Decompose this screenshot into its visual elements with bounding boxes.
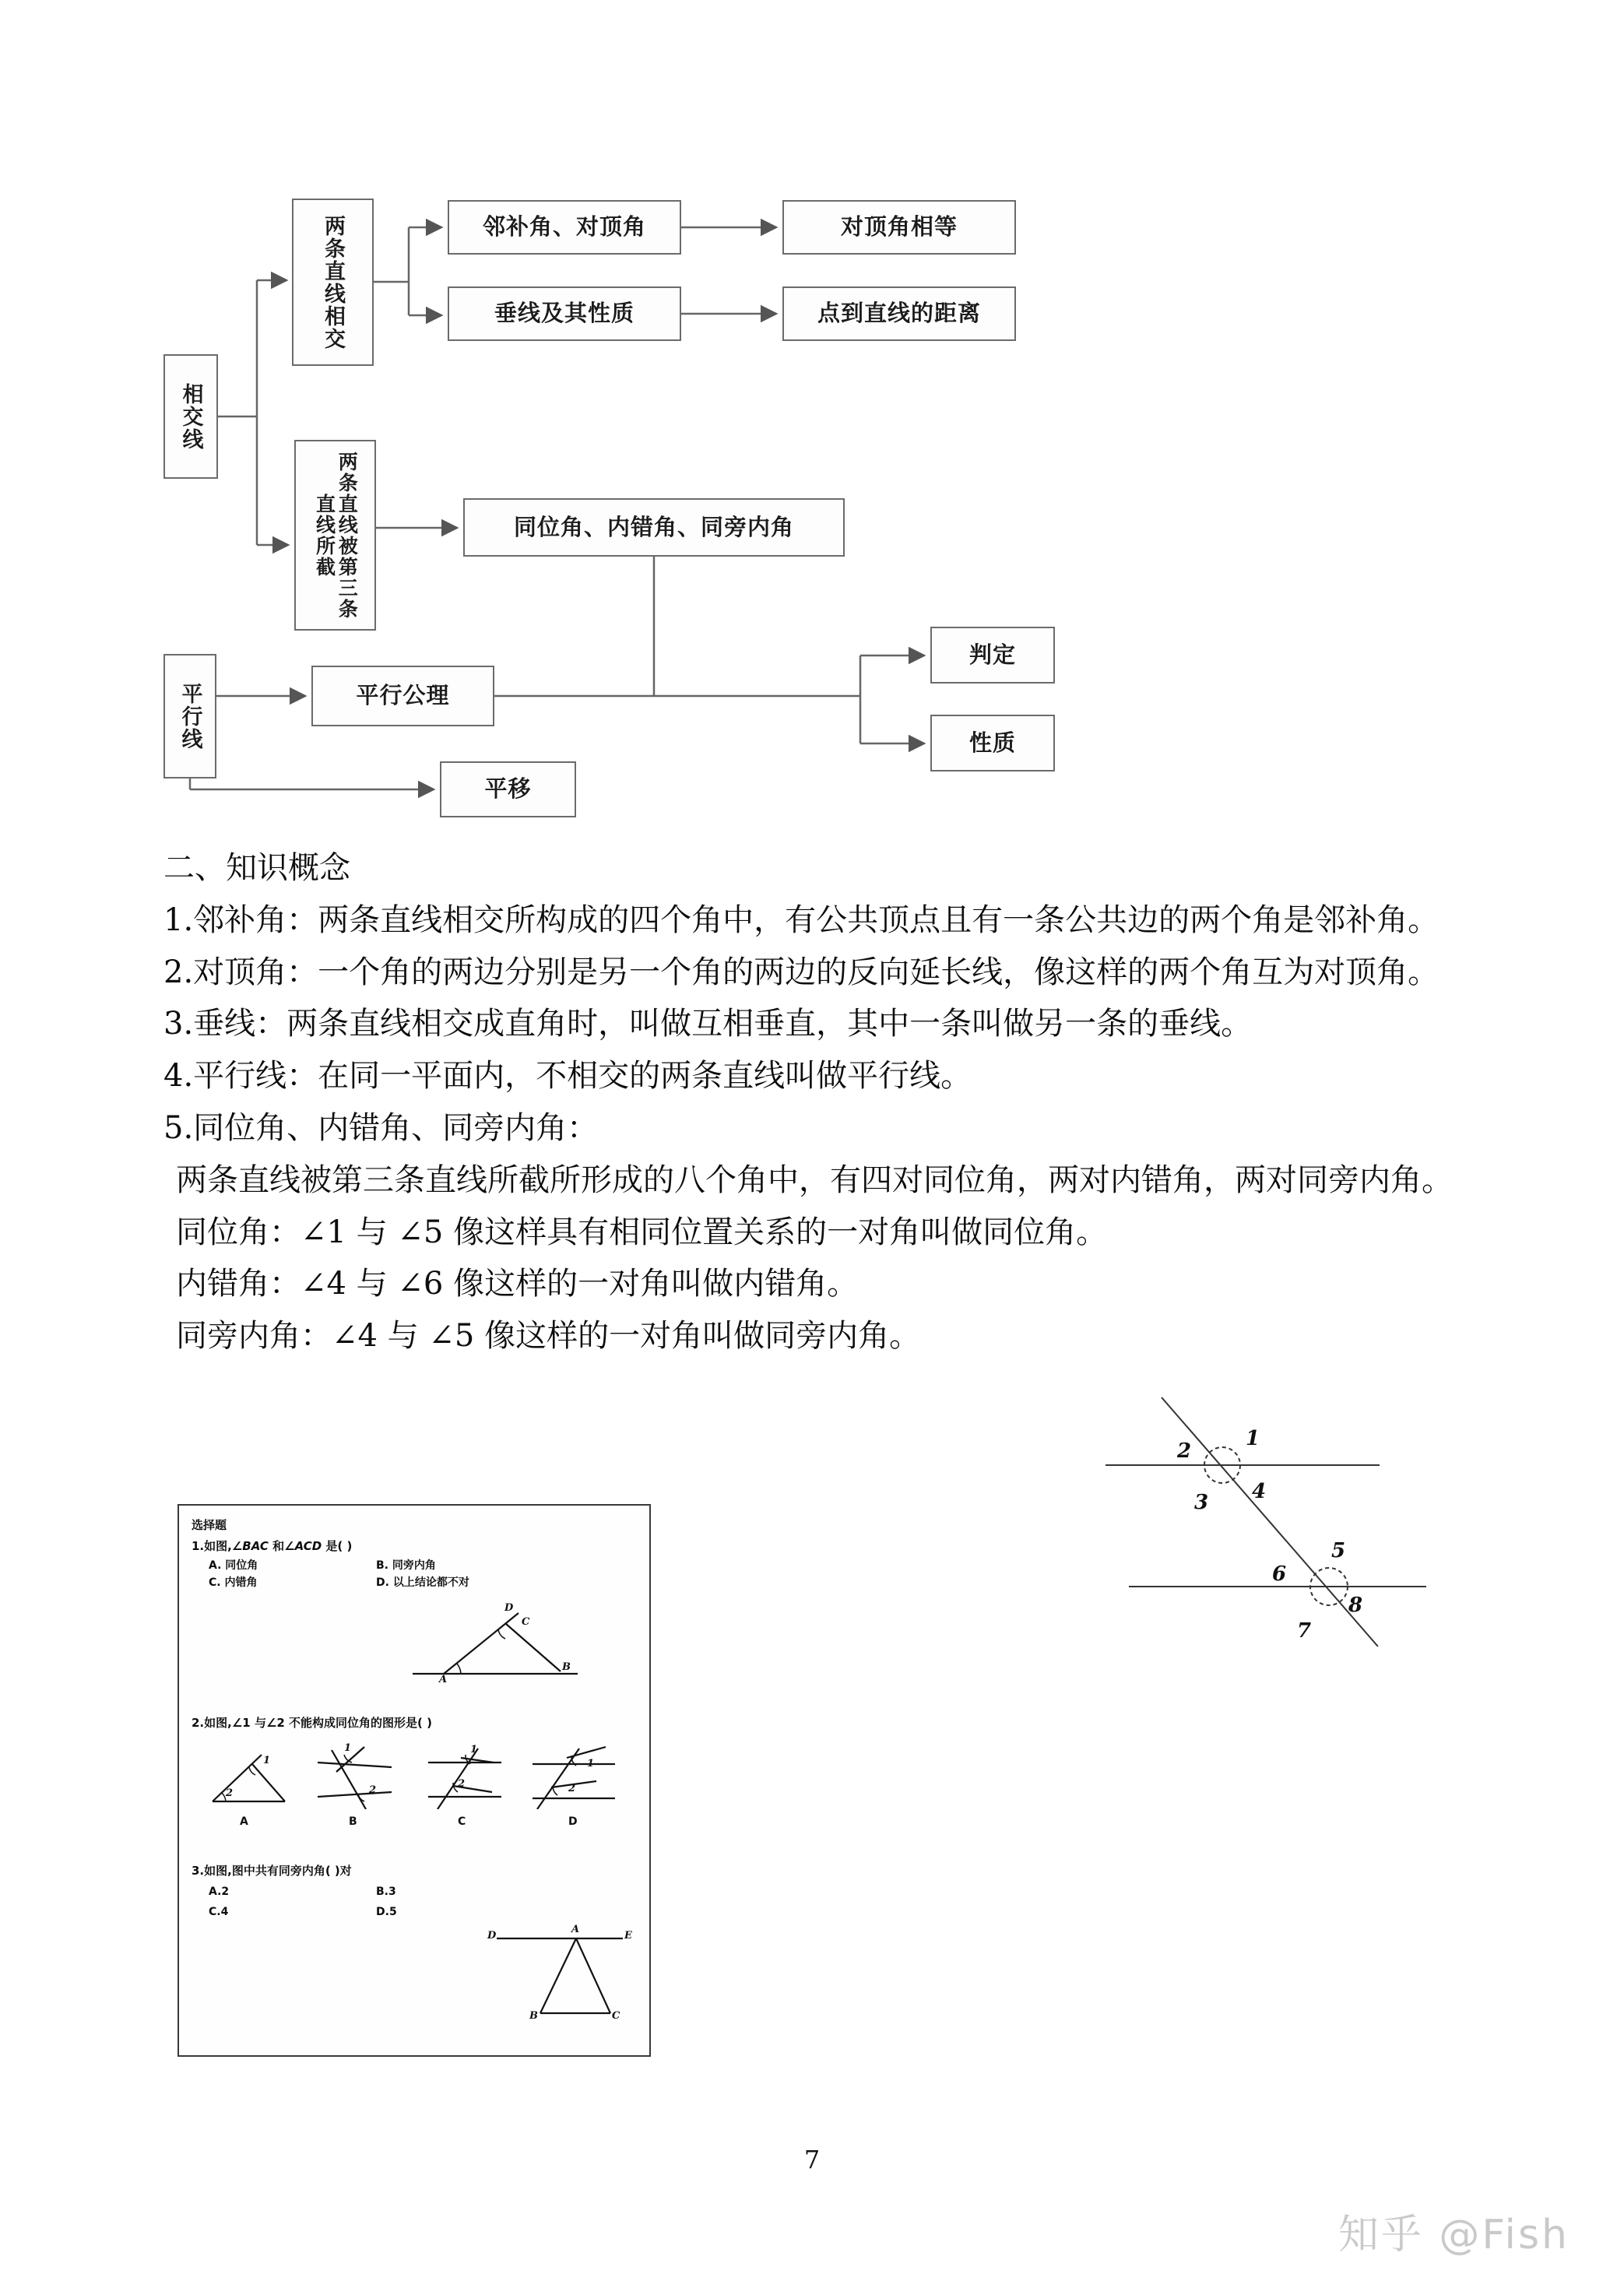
- question-1-options-row1: [209, 1558, 637, 1575]
- q2c-angle-2: 2: [458, 1778, 466, 1790]
- q2c-angle-1: 1: [470, 1744, 478, 1756]
- question-2-figure-d[interactable]: [531, 1745, 624, 1809]
- q2b-angle-2: 2: [369, 1784, 377, 1796]
- angle-label-7: 7: [1297, 1619, 1312, 1643]
- definition-alternate-interior-angles: 内错角：∠4 与 ∠6 像这样的一对角叫做内错角。: [176, 1266, 859, 1302]
- question-2-figure-c[interactable]: [427, 1745, 516, 1809]
- question-3-figure: [489, 1926, 637, 2027]
- q1-ital-acd: ACD: [294, 1539, 322, 1553]
- q2-choice-letter-a: A: [240, 1815, 248, 1828]
- flow-node-parallel-axiom: 平行公理: [311, 666, 494, 726]
- transversal-angle-diagram: [1106, 1382, 1440, 1647]
- question-1-figure: [413, 1602, 599, 1687]
- q1-label-A: A: [439, 1674, 448, 1685]
- q3-option-c[interactable]: C.4: [209, 1906, 229, 1918]
- flow-node-adjacent-supplementary-vertical: 邻补角、对顶角: [448, 200, 681, 255]
- angle-label-2: 2: [1177, 1439, 1192, 1463]
- flow-node-translation: 平移: [440, 761, 576, 817]
- concept-item-4: 4.平行线：在同一平面内，不相交的两条直线叫做平行线。: [163, 1058, 972, 1095]
- q3-number: 3.: [192, 1864, 205, 1878]
- q2-choice-letter-d: D: [568, 1815, 578, 1828]
- angle-label-6: 6: [1272, 1562, 1287, 1586]
- q3-label-D: D: [487, 1930, 497, 1942]
- flow-node-property: 性质: [930, 715, 1055, 771]
- question-3-options-row2: [209, 1904, 397, 1921]
- exercise-panel: [178, 1504, 651, 2057]
- q2-choice-letter-b: B: [349, 1815, 357, 1828]
- question-3-options-row1: [209, 1884, 396, 1901]
- question-2-stem: [192, 1714, 432, 1731]
- q3-label-C: C: [612, 2010, 620, 2022]
- q3-option-a[interactable]: A.2: [209, 1886, 230, 1898]
- question-3-stem: [192, 1862, 352, 1879]
- q1-option-b[interactable]: B. 同旁内角: [376, 1559, 436, 1572]
- angle-label-3: 3: [1194, 1491, 1209, 1514]
- knowledge-flowchart: [156, 156, 1323, 841]
- definition-cointerior-angles: 同旁内角：∠4 与 ∠5 像这样的一对角叫做同旁内角。: [176, 1318, 921, 1355]
- q2-choice-letter-c: C: [458, 1815, 466, 1828]
- question-2-figure-a[interactable]: [209, 1748, 294, 1809]
- page-number: 7: [803, 2145, 821, 2174]
- q3-text: 如图,图中共有同旁内角( )对: [204, 1864, 352, 1878]
- flow-node-determination: 判定: [930, 627, 1055, 684]
- transversal-angle-figure: [1106, 1382, 1440, 1647]
- q3-option-d[interactable]: D.5: [376, 1906, 397, 1918]
- q1-option-a[interactable]: A. 同位角: [209, 1559, 258, 1572]
- q1-ital-bac: BAC: [242, 1539, 269, 1553]
- concept-item-1: 1.邻补角：两条直线相交所构成的四个角中，有公共顶点且有一条公共边的两个角是邻补角。: [163, 901, 1439, 938]
- q2-text: 如图,∠1 与∠2 不能构成同位角的图形是( ): [204, 1716, 432, 1730]
- knowledge-concepts-text: [163, 845, 1487, 1365]
- q2d-angle-1: 1: [587, 1758, 595, 1770]
- q3-option-b[interactable]: B.3: [376, 1886, 396, 1898]
- q1-option-d[interactable]: D. 以上结论都不对: [376, 1576, 469, 1589]
- q3-label-A: A: [571, 1924, 580, 1935]
- q2-number: 2.: [192, 1716, 205, 1730]
- q1-number: 1.: [192, 1539, 205, 1553]
- watermark: 知乎 @Fish: [1338, 2212, 1570, 2258]
- q1-post: 是( ): [322, 1539, 353, 1553]
- q2b-angle-1: 1: [344, 1742, 352, 1754]
- q1-pre: 如图,∠: [204, 1539, 243, 1553]
- q2d-angle-2: 2: [568, 1783, 576, 1794]
- q1-label-D: D: [504, 1602, 514, 1614]
- q1-mid: 和∠: [268, 1539, 295, 1553]
- concept-item-5-body: 两条直线被第三条直线所截所形成的八个角中，有四对同位角，两对内错角，两对同旁内角。: [176, 1162, 1453, 1198]
- angle-label-4: 4: [1252, 1480, 1267, 1503]
- q3-label-B: B: [529, 2010, 538, 2022]
- definition-corresponding-angles: 同位角：∠1 与 ∠5 像这样具有相同位置关系的一对角叫做同位角。: [176, 1214, 1108, 1250]
- q1-option-c[interactable]: C. 内错角: [209, 1576, 258, 1589]
- flow-node-intersecting-lines: 相交线: [163, 354, 218, 479]
- question-1-options-row2: [209, 1575, 637, 1592]
- concept-item-5: 5.同位角、内错角、同旁内角：: [163, 1109, 599, 1146]
- concept-item-3: 3.垂线：两条直线相交成直角时，叫做互相垂直，其中一条叫做另一条的垂线。: [163, 1006, 1253, 1042]
- q1-label-B: B: [562, 1661, 571, 1673]
- flow-node-two-lines-cut-by-third: 两条直线被第三条直线所截: [294, 440, 376, 631]
- q2a-angle-2: 2: [226, 1787, 234, 1799]
- flow-node-vertical-angles-equal: 对顶角相等: [782, 200, 1016, 255]
- exercise-heading: 选择题: [192, 1518, 227, 1532]
- flow-node-point-to-line-distance: 点到直线的距离: [782, 286, 1016, 341]
- flow-node-corresponding-alternate-interior: 同位角、内错角、同旁内角: [463, 498, 845, 557]
- flow-node-parallel-lines: 平行线: [163, 654, 216, 778]
- section-title: 二、知识概念: [163, 850, 350, 886]
- flow-node-perpendicular-properties: 垂线及其性质: [448, 286, 681, 341]
- q1-label-C: C: [522, 1616, 530, 1628]
- angle-label-8: 8: [1348, 1594, 1363, 1617]
- q3-label-E: E: [624, 1930, 632, 1942]
- question-1-stem: [192, 1538, 637, 1554]
- concept-item-2: 2.对顶角：一个角的两边分别是另一个角的两边的反向延长线，像这样的两个角互为对顶角。: [163, 954, 1439, 990]
- angle-label-5: 5: [1331, 1539, 1346, 1562]
- angle-label-1: 1: [1246, 1427, 1260, 1450]
- question-2-figure-b[interactable]: [318, 1742, 407, 1809]
- flow-node-two-lines-intersect: 两条直线相交: [292, 199, 374, 366]
- q2a-angle-1: 1: [263, 1755, 271, 1766]
